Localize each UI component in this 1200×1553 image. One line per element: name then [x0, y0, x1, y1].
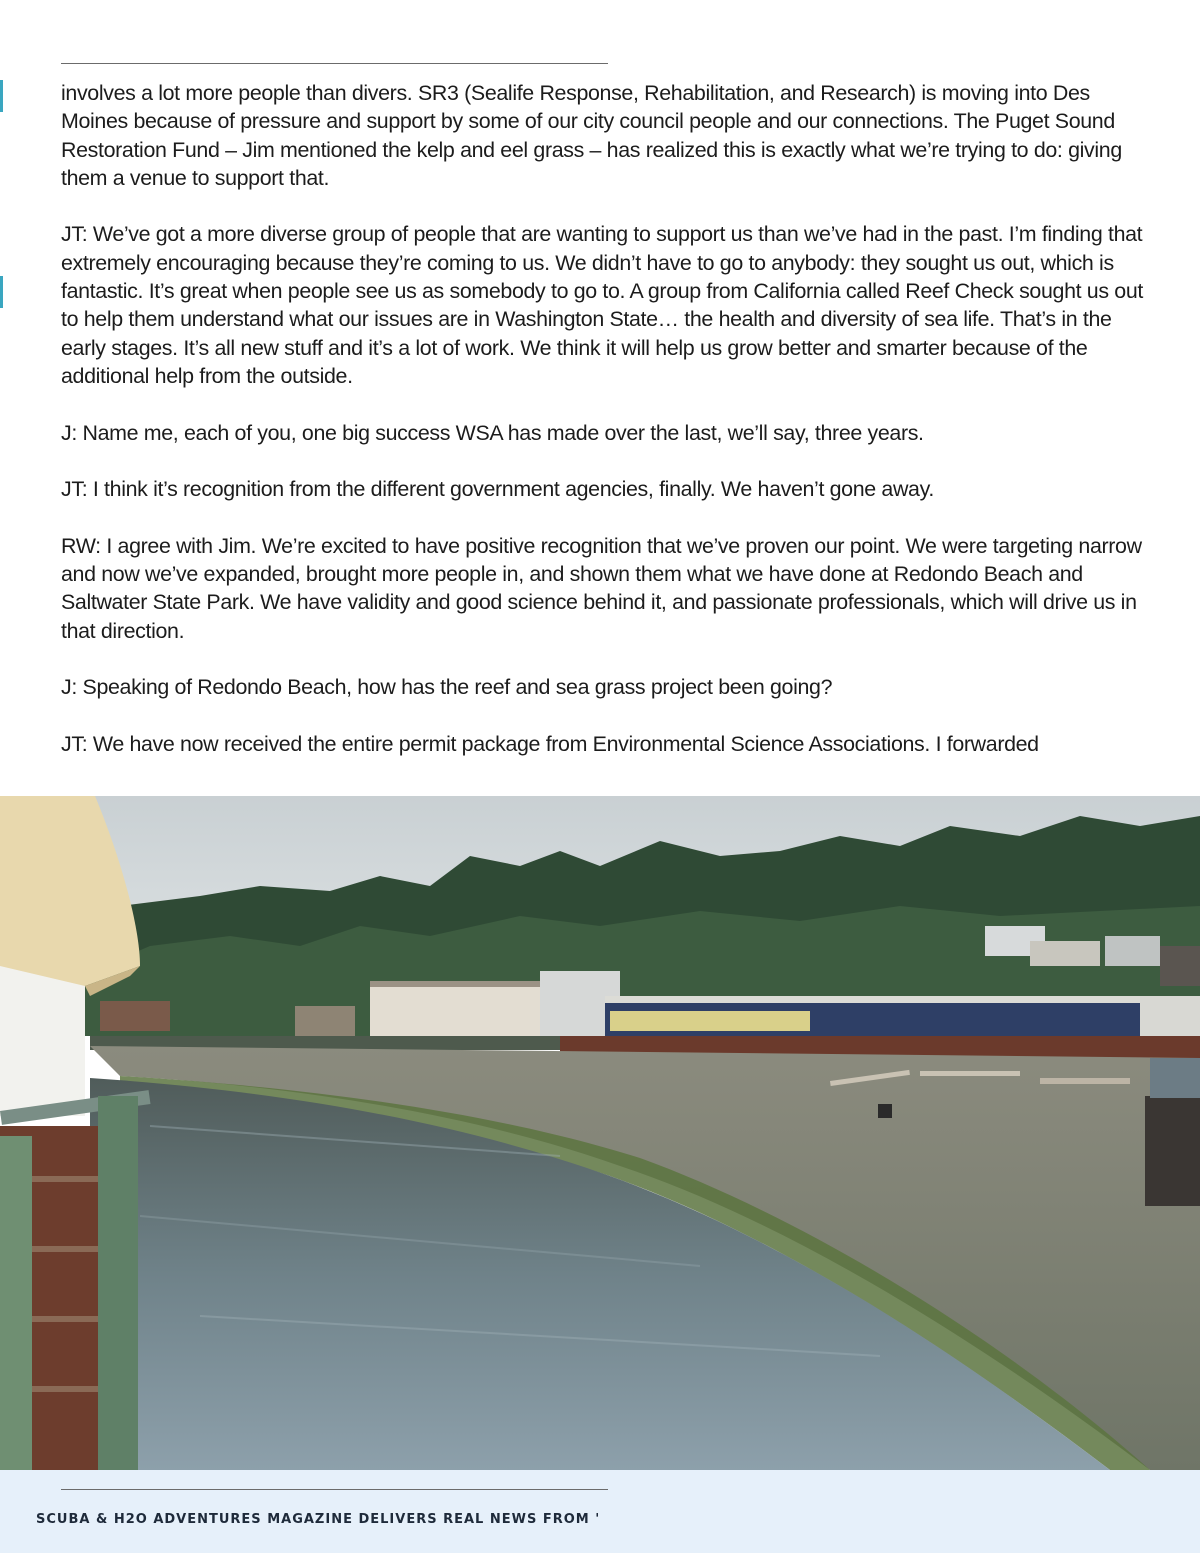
accent-mark	[0, 276, 3, 308]
footer-band	[0, 1470, 1200, 1553]
article-paragraph: JT: We have now received the entire permit package from Environmental Science Associations. I forwarded	[61, 731, 1039, 756]
article-paragraph: J: Speaking of Redondo Beach, how has the reef and sea grass project been going?	[61, 675, 833, 700]
article-paragraph: J: Name me, each of you, one big success WSA has made over the last, we’ll say, three years.	[61, 420, 924, 445]
article-paragraph: involves a lot more people than divers. SR3 (Sealife Response, Rehabilitation, and Research) is moving into Des Moines because of pressure and support by some of our city council people and our connections. The Puget Sound Restoration Fund – Jim mentioned the kelp and eel grass – has realized this is exactly what we’re trying to do: giving them a venue to support that.	[61, 81, 1122, 190]
footer-rule	[61, 1489, 608, 1490]
article-paragraph: JT: I think it’s recognition from the different government agencies, finally. We haven’t gone away.	[61, 477, 934, 502]
top-rule	[61, 63, 608, 64]
article-paragraph: RW: I agree with Jim. We’re excited to have positive recognition that we’ve proven our point. We were targeting narrow and now we’ve expanded, brought more people in, and shown them what we have done at Redondo Beach and Saltwater State Park. We have validity and good science behind it, and passionate professionals, which will drive us in that direction.	[61, 533, 1142, 643]
article-paragraph: JT: We’ve got a more diverse group of people that are wanting to support us than we’ve had in the past. I’m finding that extremely encouraging because they’re coming to us. We didn’t have to go to anybody: they sought us out, which is fantastic. It’s great when people see us as somebody to go to. A group from California called Reef Check sought us out to help them understand what our issues are in Washington State… the health and diversity of sea life. That’s in the early stages. It’s all new stuff and it’s a lot of work. We think it will help us grow better and smarter because of the additional help from the outside.	[61, 222, 1143, 388]
beach-photo	[0, 796, 1200, 1470]
article-body	[61, 79, 1151, 786]
accent-mark	[0, 80, 3, 112]
footer-text: SCUBA & H2O ADVENTURES MAGAZINE DELIVERS REAL NEWS FROM '	[36, 1512, 601, 1527]
